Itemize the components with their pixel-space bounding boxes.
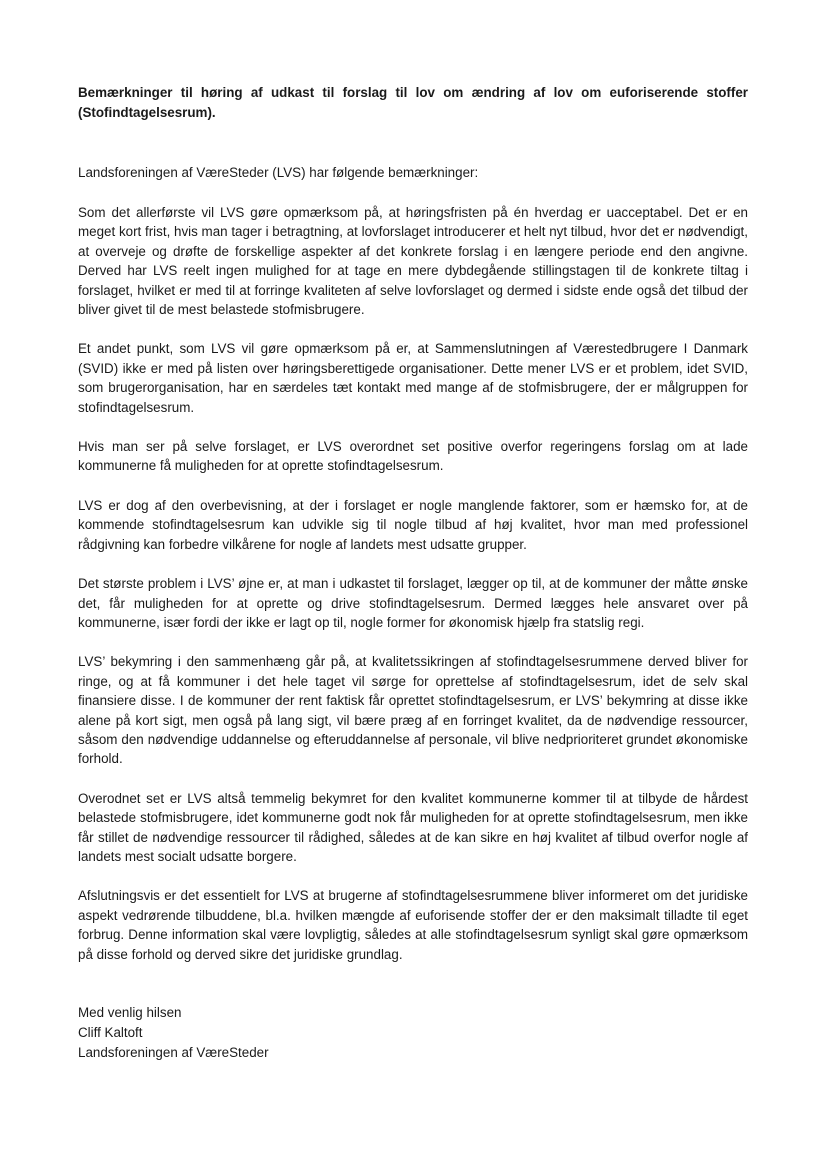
paragraph-3: Hvis man ser på selve forslaget, er LVS overordnet set positive overfor regeringens forslag om at lade kommunerne få muligheden for at oprette stofindtagelsesrum. [78, 439, 748, 474]
signer-organization: Landsforeningen af VæreSteder [78, 1045, 269, 1060]
paragraph-7: Overodnet set er LVS altså temmelig bekymret for den kvalitet kommunerne kommer til at tilbyde de hårdest belastede stofmisbrugere, idet kommunerne godt nok får muligheden for at oprette stofindtagelsesrum, men ikke får stillet de nødvendige ressourcer til rådighed, således at de kan sikre en høj kvalitet af tilbud overfor nogle af landets mest socialt udsatte borgere. [78, 790, 748, 864]
document-page [78, 0, 748, 1063]
paragraph-2: Et andet punkt, som LVS vil gøre opmærksom på er, at Sammenslutningen af Værestedbrugere I Danmark (SVID) ikke er med på listen over høringsberettigede organisationer. Dette mener LVS er et problem, idet SVID, som brugerorganisation, har en særdeles tæt kontakt med mange af de stofmisbrugere, der er målgruppen for stofindtagelsesrum. [78, 341, 748, 415]
signature-block [78, 1003, 748, 1063]
paragraph-6: LVS’ bekymring i den sammenhæng går på, at kvalitetssikringen af stofindtagelsesrummene derved bliver for ringe, og at få kommuner i det hele taget vil sørge for oprettelse af stofindtagelsesrum, idet de selv skal finansiere disse. I de kommuner der rent faktisk får oprettet stofindtagelsesrum, er LVS’ bekymring at disse ikke alene på kort sigt, men også på lang sigt, vil bære præg af en forringet kvalitet, da de nødvendige ressourcer, såsom den nødvendige uddannelse og efteruddannelse af personale, vil blive nedprioriteret grundet økonomiske forhold. [78, 654, 748, 767]
paragraph-5: Det største problem i LVS’ øjne er, at man i udkastet til forslaget, lægger op til, at de kommuner der måtte ønske det, får muligheden for at oprette og drive stofindtagelsesrum. Dermed lægges hele ansvaret over på kommunerne, især fordi der ikke er lagt op til, nogle former for økonomisk hjælp fra statslig regi. [78, 576, 748, 630]
intro-text: Landsforeningen af VæreSteder (LVS) har følgende bemærkninger: [78, 165, 479, 180]
paragraph-1: Som det allerførste vil LVS gøre opmærksom på, at høringsfristen på én hverdag er uacceptabel. Det er en meget kort frist, hvis man tager i betragtning, at lovforslaget introducerer et helt nyt tilbud, hvor det er nødvendigt, at overveje og drøfte de forskellige aspekter af det konkrete forslag i en længere periode end den angivne. Derved har LVS reelt ingen mulighed for at tage en mere dybdegående stillingstagen til de konkrete tiltag i forslaget, hvilket er med til at forringe kvaliteten af selve lovforslaget og dermed i sidste ende også det tilbud der bliver givet til de mest belastede stofmisbrugere. [78, 205, 748, 318]
paragraph-4: LVS er dog af den overbevisning, at der i forslaget er nogle manglende faktorer, som er hæmsko for, at de kommende stofindtagelsesrum kan udvikle sig til nogle tilbud af høj kvalitet, hvor man med professionel rådgivning kan forbedre vilkårene for nogle af landets mest udsatte grupper. [78, 497, 748, 552]
paragraph-8: Afslutningsvis er det essentielt for LVS at brugerne af stofindtagelsesrummene bliver informeret om det juridiske aspekt vedrørende tilbuddene, bl.a. hvilken mængde af euforisende stoffer der er den maksimalt tilladte til eget forbrug. Denne information skal være lovpligtig, således at alle stofindtagelsesrum synligt skal gøre opmærksom på disse forhold og derved sikre det juridiske grundlag. [78, 888, 748, 962]
signer-name: Cliff Kaltoft [78, 1025, 143, 1040]
document-title: Bemærkninger til høring af udkast til forslag til lov om ændring af lov om euforiserende stoffer (Stofindtagelsesrum). [78, 85, 748, 120]
closing-greeting: Med venlig hilsen [78, 1005, 182, 1020]
